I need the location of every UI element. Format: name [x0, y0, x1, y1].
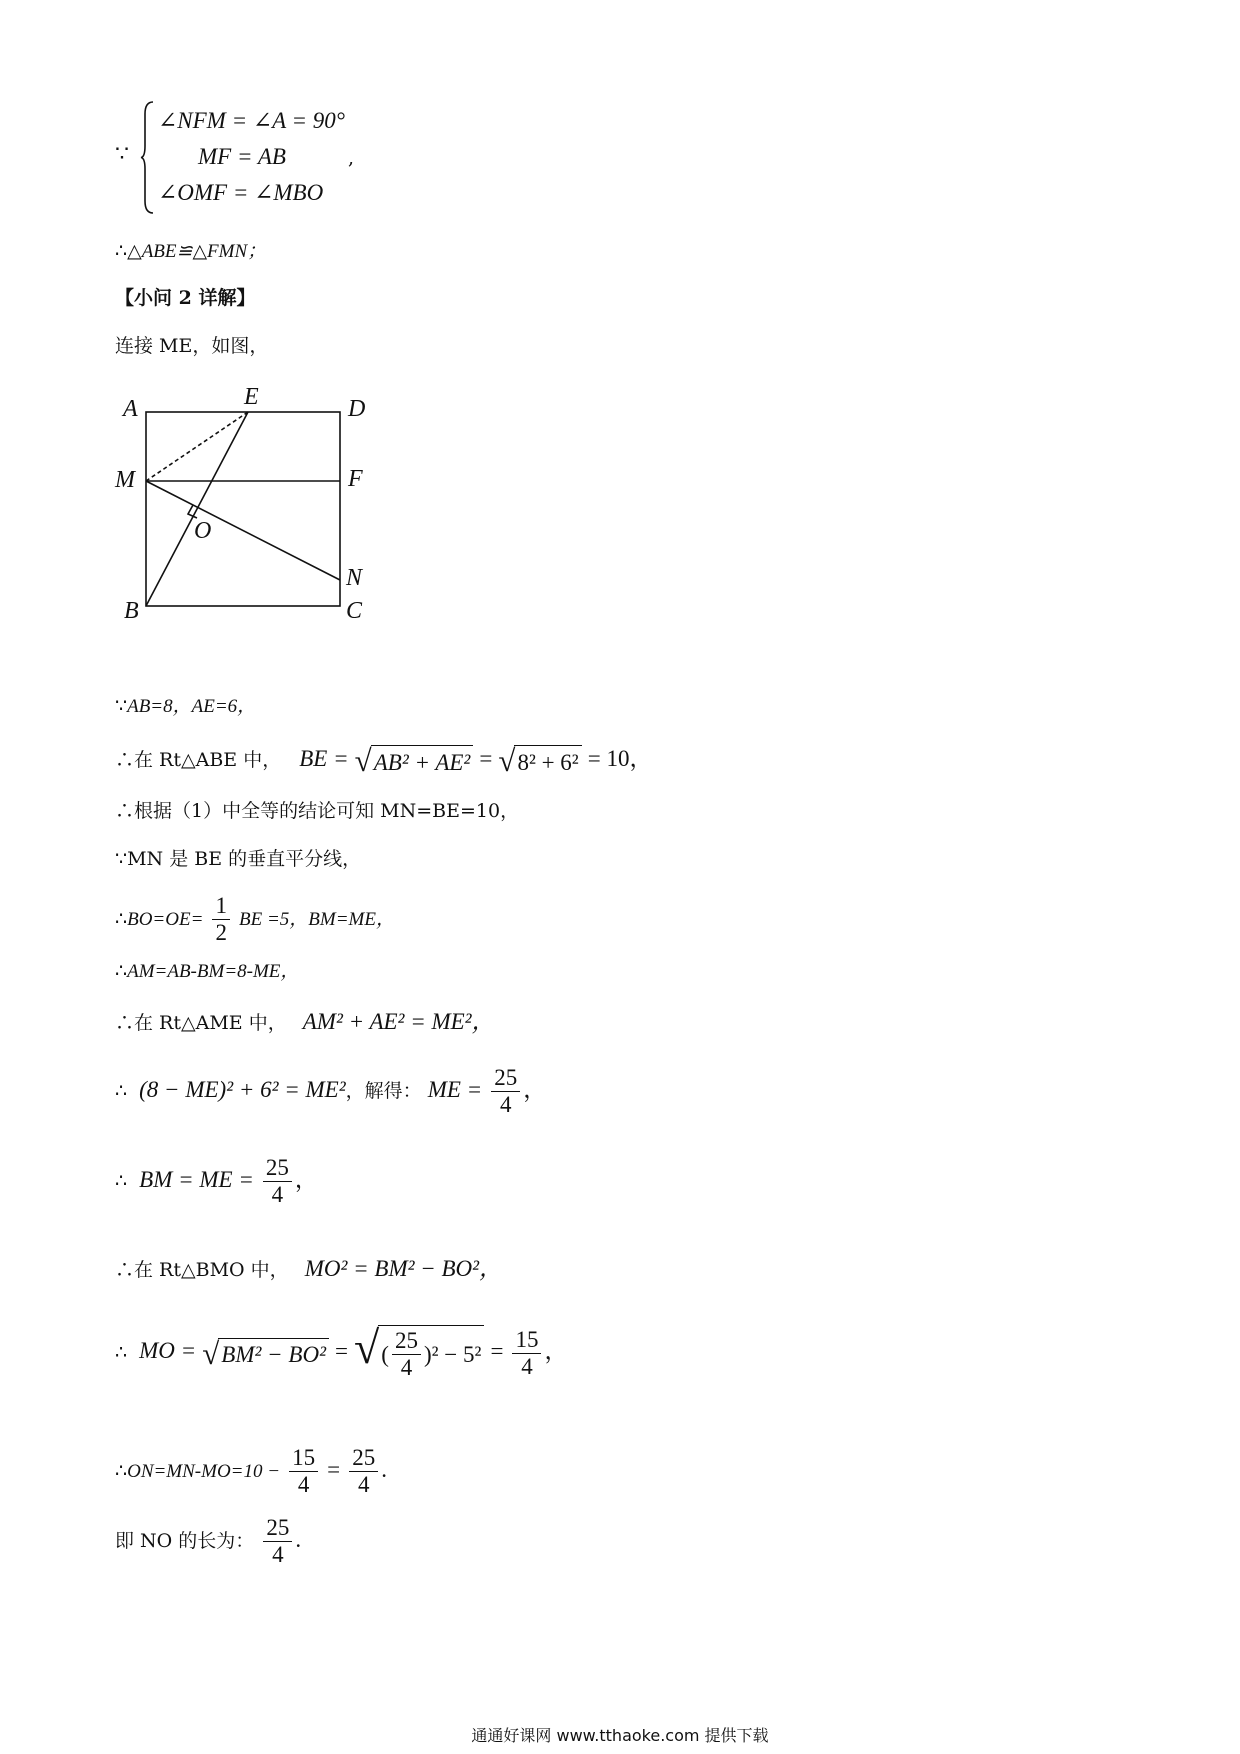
square-abcd — [146, 412, 340, 606]
label-m: M — [115, 467, 135, 493]
because-symbol: ∵ — [115, 142, 129, 167]
condition-side: MF = AB — [198, 144, 286, 169]
mo-line: ∴ MO = √ BM² − BO² = √ ( $\frac{25}{4}$ )² − 5² = $\frac{15}{4}$ ， — [115, 1322, 568, 1381]
label-o: O — [194, 518, 212, 544]
left-brace — [140, 100, 154, 215]
given-line: ∵AB=8，AE=6， — [115, 695, 257, 717]
system-comma: , — [348, 147, 355, 169]
label-n: N — [346, 565, 363, 591]
congruence-line — [115, 240, 266, 264]
page-footer: 通通好课网 www.tthaoke.com 提供下载 — [471, 1726, 769, 1745]
mn-equals-be: ∴根据（1）中全等的结论可知 MN=BE=10， — [115, 800, 520, 822]
label-a: A — [123, 396, 138, 422]
label-d: D — [348, 396, 366, 422]
condition-system — [158, 103, 345, 211]
am-line: ∴AM=AB-BM=8-ME， — [115, 960, 300, 982]
connect-text: 连接 ME，如图， — [115, 335, 269, 357]
rt-bmo-line: ∴在 Rt△BMO 中， MO² = BM² − BO²， — [115, 1256, 503, 1281]
therefore-symbol: ∴ — [115, 240, 128, 262]
bm-me-line: ∴ BM = ME = $\frac{25}{4}$ ， — [115, 1155, 318, 1208]
geometry-figure — [110, 380, 390, 620]
rt-ame-line: ∴在 Rt△AME 中， AM² + AE² = ME²， — [115, 1009, 495, 1034]
be-line: ∴在 Rt△ABE 中， BE = √ AB² + AE² = √ 8² + 6² = 10， — [115, 743, 653, 779]
label-f: F — [348, 466, 363, 492]
segment-me-dashed — [146, 412, 248, 481]
condition-angle-2: ∠OMF = ∠MBO — [158, 180, 324, 205]
final-answer: 即 NO 的长为： $\frac{25}{4}$ . — [115, 1515, 302, 1568]
bo-oe-line: ∴BO=OE= $\frac{1}{2}$ BE =5，BM=ME， — [115, 893, 395, 946]
congruence-statement: △ABE≌△FMN； — [127, 241, 267, 262]
part2-heading: 【小问 2 详解】 — [115, 287, 256, 309]
perpendicular-bisector: ∵MN 是 BE 的垂直平分线， — [115, 848, 362, 870]
segment-mn — [146, 481, 340, 580]
label-b: B — [124, 598, 139, 620]
on-line: ∴ON=MN-MO=10 − $\frac{15}{4}$ = $\frac{25}{4}$ . — [115, 1445, 387, 1498]
label-c: C — [346, 598, 363, 620]
segment-be — [146, 412, 248, 606]
label-e: E — [244, 384, 259, 410]
condition-angle: ∠NFM = ∠A = 90° — [158, 108, 345, 133]
solve-me-line: ∴ (8 − ME)² + 6² = ME²，解得： ME = $\frac{25}{4}$ ， — [115, 1065, 547, 1118]
